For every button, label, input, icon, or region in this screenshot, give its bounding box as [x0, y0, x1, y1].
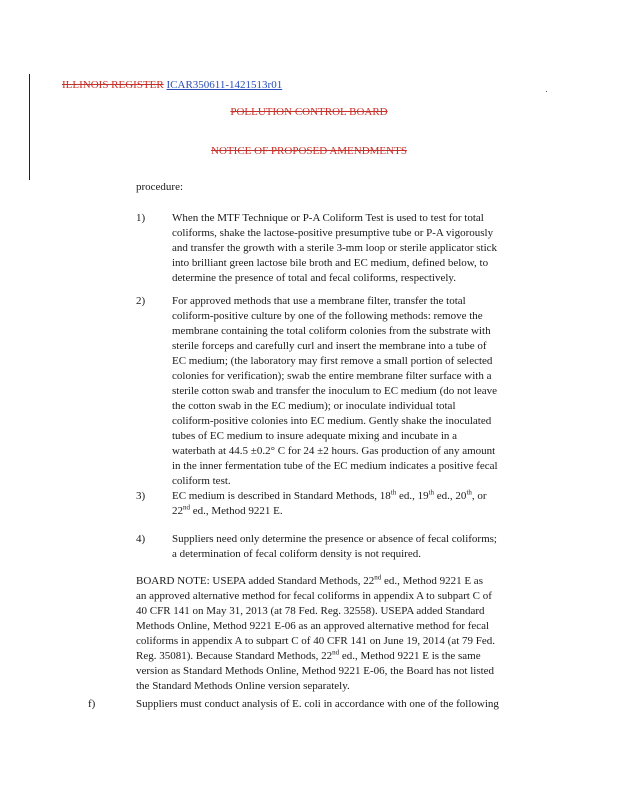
text-line: For approved methods that use a membrane filter, transfer the total: [172, 295, 466, 307]
text-run: Reg. 35081). Because Standard Methods, 22: [136, 650, 333, 662]
text-line: the Standard Methods Online version separately.: [136, 680, 350, 692]
superscript: nd: [374, 573, 382, 582]
text-line: waterbath at 44.5 ±0.2° C for 24 ±2 hours. Gas production of any amount: [172, 445, 496, 457]
text-line: When the MTF Technique or P-A Coliform Test is used to test for total: [172, 212, 484, 224]
text-run: ed., Method 9221 E is the same: [339, 650, 481, 662]
board-note: [136, 574, 536, 694]
list-item-number: 1): [136, 212, 146, 224]
superscript: nd: [183, 503, 190, 512]
text-line: [172, 489, 536, 504]
text-line: [136, 649, 536, 664]
text-line: a determination of fecal coliform density is not required.: [172, 548, 421, 560]
superscript: nd: [332, 648, 340, 657]
text-line: coliform-positive colonies into EC medium. Gently shake the inoculated: [172, 415, 492, 427]
board-title: [0, 106, 618, 118]
scan-speck: [546, 91, 547, 92]
text-run: ed., 20: [434, 490, 467, 502]
text-run: ed., Method 9221 E as: [381, 575, 483, 587]
list-item-number: 2): [136, 295, 146, 307]
text-run: ed., Method 9221 E.: [190, 505, 283, 517]
list-item-text: [172, 489, 536, 519]
list-item-text: [172, 532, 536, 562]
text-line: coliform test.: [172, 475, 231, 487]
text-line: coliforms, shake the lactose-positive presumptive tube or P-A vigorously: [172, 227, 494, 239]
list-item-text: [172, 294, 536, 489]
text-line: and transfer the growth with a sterile 3-mm loop or sterile applicator stick: [172, 242, 498, 254]
list-item-text: Suppliers must conduct analysis of E. coli in accordance with one of the following: [136, 698, 499, 710]
text-line: 40 CFR 141 on May 31, 2013 (at 78 Fed. Reg. 32558). USEPA added Standard: [136, 605, 485, 617]
text-line: [172, 504, 536, 519]
notice-title: [0, 145, 618, 157]
text-run: EC medium is described in Standard Methods, 18: [172, 490, 391, 502]
text-line: an approved alternative method for fecal coliforms in appendix A to subpart C of: [136, 590, 492, 602]
list-item-number: 4): [136, 533, 146, 545]
text-run: BOARD NOTE: USEPA added Standard Methods, 22: [136, 575, 375, 587]
text-line: version as Standard Methods Online, Method 9221 E-06, the Board has not listed: [136, 665, 495, 677]
text-line: colonies for verification); swab the entire membrane filter surface with a: [172, 370, 492, 382]
notice-title-text: NOTICE OF PROPOSED AMENDMENTS: [211, 145, 407, 157]
text-run: 22: [172, 505, 183, 517]
list-item-number: 3): [136, 490, 146, 502]
list-item-text: [172, 211, 536, 286]
superscript: th: [428, 488, 435, 497]
struck-agency-name: ILLINOIS REGISTER: [62, 79, 164, 91]
text-run: ed., 19: [396, 490, 429, 502]
text-run: , or: [471, 490, 487, 502]
text-line: membrane containing the total coliform colonies from the substrate with: [172, 325, 491, 337]
text-line: coliforms in appendix A to subpart C of 40 CFR 141 on June 19, 2014 (at 79 Fed.: [136, 635, 496, 647]
procedure-label: procedure:: [136, 181, 184, 193]
page-header: [62, 79, 282, 91]
text-line: the cotton swab in the EC medium); or inoculate individual total: [172, 400, 456, 412]
revision-margin-bar: [29, 74, 30, 180]
text-line: into brilliant green lactose bile broth and EC medium, defined below, to: [172, 257, 489, 269]
text-line: Suppliers need only determine the presence or absence of fecal coliforms;: [172, 533, 497, 545]
superscript: th: [466, 488, 472, 497]
text-line: sterile forceps and carefully curl and insert the membrane into a tube of: [172, 340, 487, 352]
list-item-number: f): [88, 698, 96, 710]
text-line: tubes of EC medium to insure adequate mixing and incubate in a: [172, 430, 458, 442]
board-title-text: POLLUTION CONTROL BOARD: [230, 106, 388, 118]
text-line: Methods Online, Method 9221 E-06 as an approved alternative method for fecal: [136, 620, 490, 632]
text-line: [136, 574, 536, 589]
text-line: in the inner fermentation tube of the EC medium indicates a positive fecal: [172, 460, 498, 472]
text-line: coliform-positive culture by one of the following methods: remove the: [172, 310, 483, 322]
inserted-reference: ICAR350611-1421513r01: [166, 79, 283, 91]
superscript: th: [390, 488, 397, 497]
text-line: determine the presence of total and fecal coliforms, respectively.: [172, 272, 456, 284]
text-line: sterile cotton swab and transfer the inoculum to EC medium (do not leave: [172, 385, 498, 397]
text-line: EC medium; (the laboratory may first remove a small portion of selected: [172, 355, 493, 367]
